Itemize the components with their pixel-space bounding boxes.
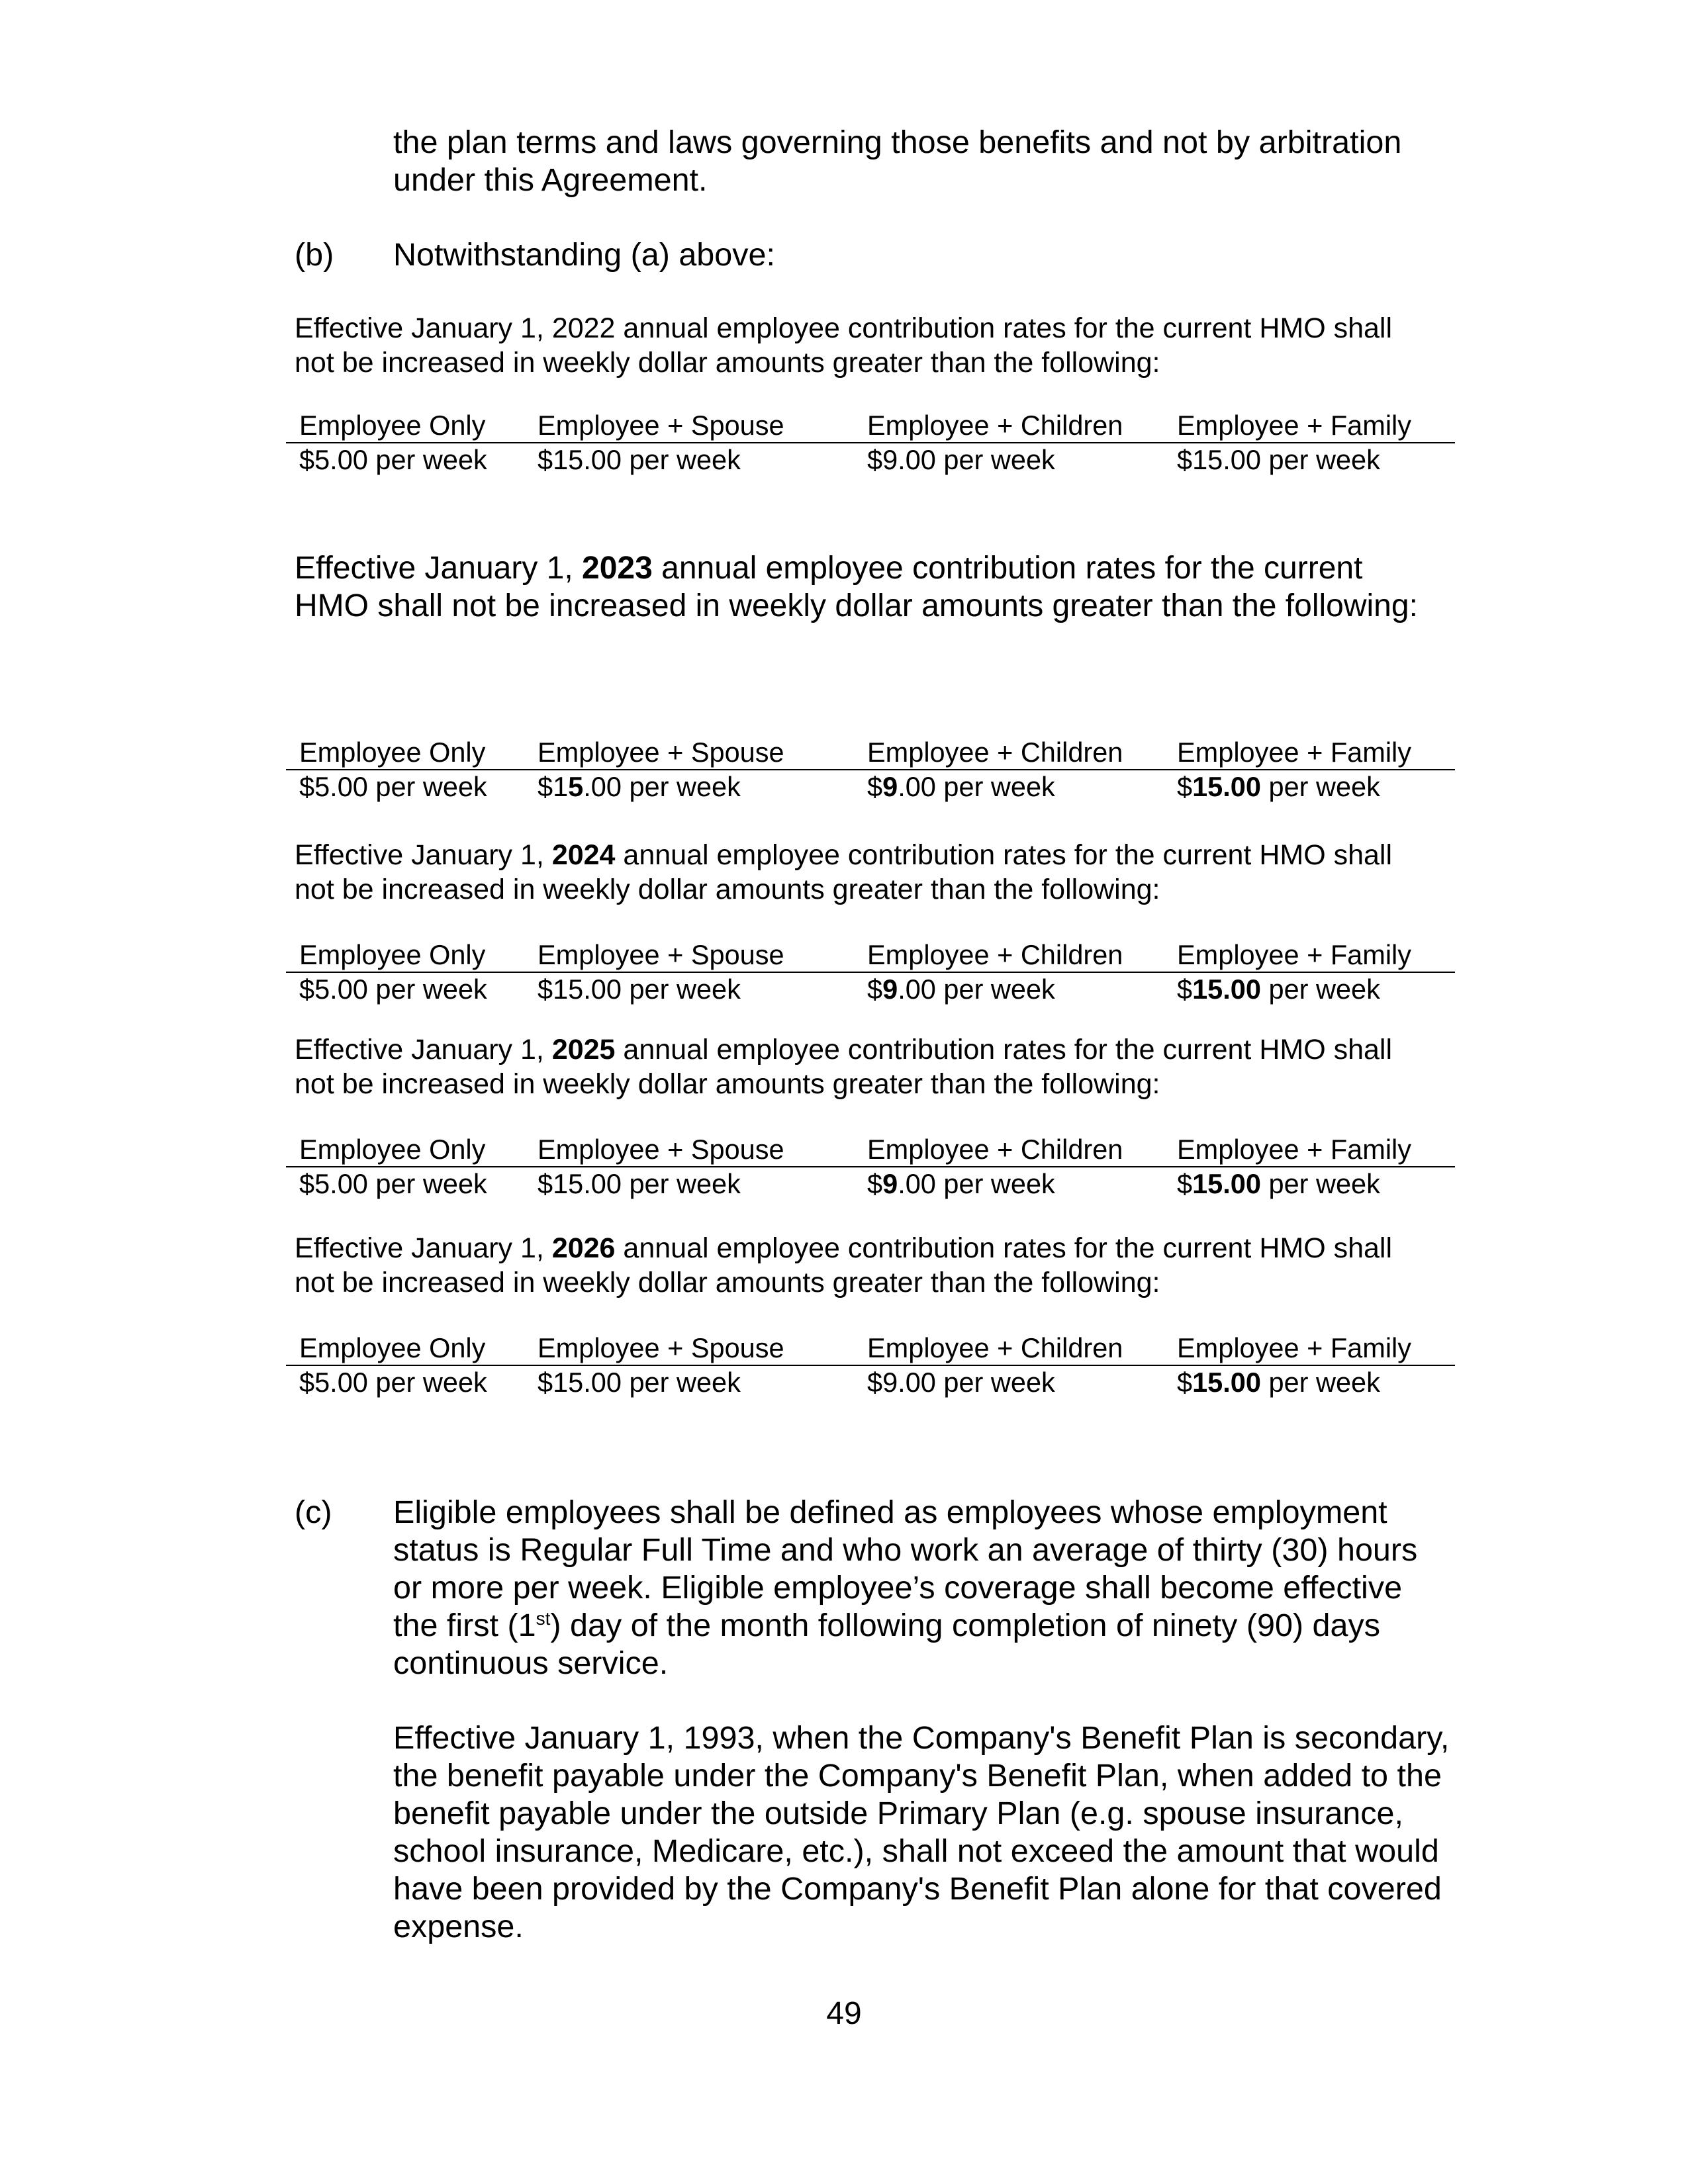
section-b-heading: Notwithstanding (a) above: (393, 237, 775, 273)
header-employee-children: Employee + Children (867, 1332, 1123, 1363)
rate-table-2024 (286, 938, 1455, 1006)
section-c-line-1: Eligible employees shall be defined as employees whose employment (393, 1494, 1387, 1530)
table-row (286, 770, 1455, 803)
year-2022-text-line-1: Effective January 1, 2022 annual employee contribution rates for the current HMO shall (295, 312, 1393, 344)
header-employee-spouse: Employee + Spouse (538, 410, 784, 441)
rate-employee-spouse: $15.00 per week (538, 974, 741, 1005)
header-employee-only: Employee Only (299, 939, 486, 970)
section-b-label: (b) (295, 237, 334, 273)
header-employee-family: Employee + Family (1177, 1332, 1412, 1363)
rate-employee-children: $9.00 per week (867, 444, 1055, 475)
header-employee-spouse: Employee + Spouse (538, 939, 784, 970)
year-2023-text-line-2: HMO shall not be increased in weekly dollar amounts greater than the following: (295, 588, 1418, 623)
header-employee-only: Employee Only (299, 1332, 486, 1363)
section-c-para2-line-3: benefit payable under the outside Primary Plan (e.g. spouse insurance, (393, 1796, 1403, 1831)
rate-employee-only: $5.00 per week (299, 974, 487, 1005)
header-employee-children: Employee + Children (867, 939, 1123, 970)
year-2025-text-line-2: not be increased in weekly dollar amounts greater than the following: (295, 1068, 1160, 1100)
rate-employee-spouse: $15.00 per week (538, 1367, 741, 1398)
rate-employee-only: $5.00 per week (299, 1168, 487, 1199)
rate-employee-spouse: $15.00 per week (538, 1168, 741, 1199)
header-employee-only: Employee Only (299, 1134, 486, 1165)
section-c-para2-line-4: school insurance, Medicare, etc.), shall not exceed the amount that would (393, 1833, 1439, 1869)
rate-employee-family: $15.00 per week (1177, 771, 1380, 802)
table-row (286, 1366, 1455, 1399)
rate-employee-spouse: $15.00 per week (538, 771, 741, 802)
table-row (286, 1167, 1455, 1201)
intro-line-1: the plan terms and laws governing those benefits and not by arbitration (393, 124, 1402, 160)
header-employee-spouse: Employee + Spouse (538, 1134, 784, 1165)
rate-table-2025 (286, 1133, 1455, 1201)
section-c-label: (c) (295, 1494, 332, 1530)
rate-employee-children: $9.00 per week (867, 1168, 1055, 1199)
year-2024-text-line-2: not be increased in weekly dollar amounts greater than the following: (295, 874, 1160, 905)
rate-employee-only: $5.00 per week (299, 771, 487, 802)
header-employee-spouse: Employee + Spouse (538, 1332, 784, 1363)
header-employee-spouse: Employee + Spouse (538, 737, 784, 768)
table-header-row (286, 409, 1455, 443)
header-employee-children: Employee + Children (867, 1134, 1123, 1165)
rate-table-2022 (286, 409, 1455, 477)
section-c-para2-line-6: expense. (393, 1909, 524, 1944)
page-number: 49 (826, 1996, 862, 2031)
section-c-line-5: continuous service. (393, 1645, 669, 1681)
rate-employee-spouse: $15.00 per week (538, 444, 741, 475)
header-employee-children: Employee + Children (867, 410, 1123, 441)
section-c-line-3: or more per week. Eligible employee’s coverage shall become effective (393, 1570, 1403, 1606)
table-header-row (286, 938, 1455, 973)
year-2024-text-line-1: Effective January 1, 2024 annual employee contribution rates for the current HMO shall (295, 839, 1393, 871)
rate-employee-children: $9.00 per week (867, 974, 1055, 1005)
rate-employee-children: $9.00 per week (867, 1367, 1055, 1398)
section-c-line-4: the first (1st) day of the month following completion of ninety (90) days (393, 1608, 1380, 1643)
header-employee-only: Employee Only (299, 737, 486, 768)
year-2026-text-line-2: not be increased in weekly dollar amounts greater than the following: (295, 1267, 1160, 1298)
section-c-para2-line-2: the benefit payable under the Company's Benefit Plan, when added to the (393, 1758, 1442, 1794)
rate-table-2023 (286, 736, 1455, 803)
rate-employee-family: $15.00 per week (1177, 1367, 1380, 1398)
year-2025-text-line-1: Effective January 1, 2025 annual employee contribution rates for the current HMO shall (295, 1034, 1393, 1066)
table-header-row (286, 1133, 1455, 1167)
intro-line-2: under this Agreement. (393, 162, 708, 198)
table-row (286, 443, 1455, 477)
year-2026-text-line-1: Effective January 1, 2026 annual employee contribution rates for the current HMO shall (295, 1232, 1393, 1264)
section-c-line-2: status is Regular Full Time and who work an average of thirty (30) hours (393, 1532, 1418, 1568)
rate-employee-only: $5.00 per week (299, 1367, 487, 1398)
table-header-row (286, 1332, 1455, 1366)
section-c-para2-line-5: have been provided by the Company's Benefit Plan alone for that covered (393, 1871, 1442, 1907)
table-header-row (286, 736, 1455, 770)
year-2022-text-line-2: not be increased in weekly dollar amounts greater than the following: (295, 347, 1160, 379)
section-c-para2-line-1: Effective January 1, 1993, when the Company's Benefit Plan is secondary, (393, 1720, 1450, 1756)
rate-employee-family: $15.00 per week (1177, 444, 1380, 475)
table-row (286, 973, 1455, 1006)
header-employee-family: Employee + Family (1177, 1134, 1412, 1165)
header-employee-children: Employee + Children (867, 737, 1123, 768)
rate-employee-only: $5.00 per week (299, 444, 487, 475)
rate-employee-children: $9.00 per week (867, 771, 1055, 802)
header-employee-family: Employee + Family (1177, 410, 1412, 441)
rate-employee-family: $15.00 per week (1177, 974, 1380, 1005)
rate-employee-family: $15.00 per week (1177, 1168, 1380, 1199)
header-employee-only: Employee Only (299, 410, 486, 441)
header-employee-family: Employee + Family (1177, 939, 1412, 970)
header-employee-family: Employee + Family (1177, 737, 1412, 768)
rate-table-2026 (286, 1332, 1455, 1399)
year-2023-text-line-1: Effective January 1, 2023 annual employee contribution rates for the current (295, 551, 1363, 586)
